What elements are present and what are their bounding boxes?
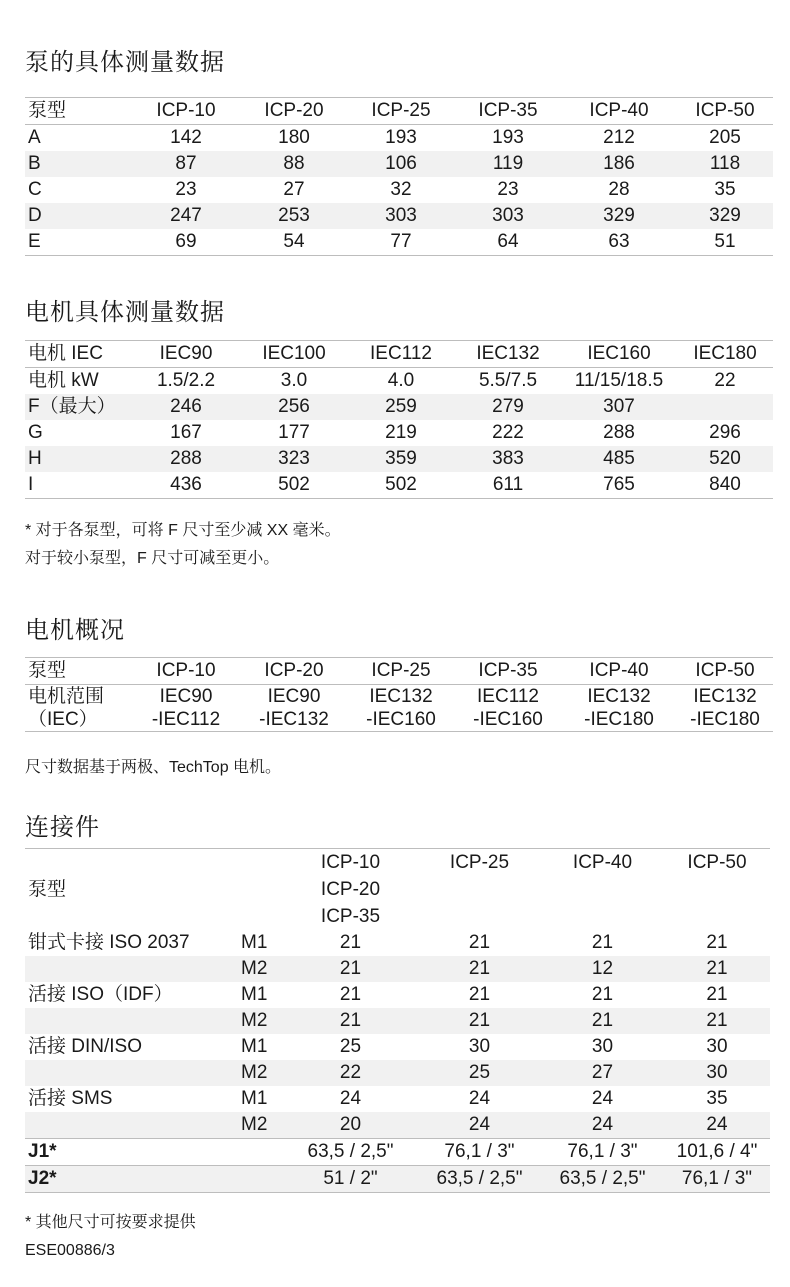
table-cell: 611 bbox=[455, 472, 561, 499]
table-row bbox=[25, 446, 773, 472]
header-model: ICP-20 bbox=[320, 879, 381, 900]
table-cell: 21 bbox=[664, 956, 770, 982]
header-cell bbox=[418, 849, 541, 931]
connections-table bbox=[25, 848, 770, 1193]
row-label bbox=[25, 1112, 233, 1139]
section-title-pump-dimensions: 泵的具体测量数据 bbox=[25, 49, 225, 76]
row-sub-label: M2 bbox=[233, 1060, 283, 1086]
table-cell: 21 bbox=[664, 930, 770, 956]
header-cell: IEC100 bbox=[262, 343, 326, 364]
header-cell: IEC112 bbox=[370, 343, 432, 364]
table-cell: 30 bbox=[541, 1034, 664, 1060]
table-cell: 35 bbox=[677, 177, 773, 203]
row-label: 电机 kW bbox=[25, 368, 131, 395]
table-cell: 23 bbox=[131, 177, 241, 203]
row-label-line: （IEC） bbox=[28, 709, 98, 730]
table-cell bbox=[677, 685, 773, 732]
table-cell: 63,5 / 2,5" bbox=[283, 1139, 418, 1166]
table-row bbox=[25, 420, 773, 446]
table-cell: 24 bbox=[418, 1086, 541, 1112]
table-cell: 64 bbox=[455, 229, 561, 256]
table-row bbox=[25, 368, 773, 395]
row-label: F（最大） bbox=[25, 394, 131, 420]
row-label: J2* bbox=[25, 1166, 233, 1193]
row-label bbox=[25, 685, 131, 732]
table-header-row bbox=[25, 341, 773, 368]
table-cell: 205 bbox=[677, 125, 773, 152]
table-row bbox=[25, 394, 773, 420]
table-cell: 12 bbox=[541, 956, 664, 982]
table-cell: 219 bbox=[347, 420, 455, 446]
footnote: 对于较小泵型，F 尺寸可减至更小。 bbox=[25, 550, 280, 567]
row-sub-label: M1 bbox=[233, 982, 283, 1008]
table-row bbox=[25, 125, 773, 152]
row-sub-label: M1 bbox=[233, 930, 283, 956]
range-end: -IEC160 bbox=[366, 709, 436, 730]
section-title-motor-dimensions: 电机具体测量数据 bbox=[25, 299, 225, 326]
table-header-row bbox=[25, 98, 773, 125]
table-cell: 222 bbox=[455, 420, 561, 446]
table-cell: 520 bbox=[677, 446, 773, 472]
row-sub-label: M1 bbox=[233, 1034, 283, 1060]
header-cell: IEC90 bbox=[159, 343, 213, 364]
row-sub-label bbox=[233, 1139, 283, 1166]
table-cell: 1.5/2.2 bbox=[131, 368, 241, 395]
table-cell: 502 bbox=[241, 472, 347, 499]
table-row bbox=[25, 203, 773, 229]
table-cell: 840 bbox=[677, 472, 773, 499]
table-cell: 288 bbox=[561, 420, 677, 446]
table-cell: 88 bbox=[241, 151, 347, 177]
header-cell: ICP-50 bbox=[695, 660, 755, 681]
header-model: ICP-50 bbox=[687, 852, 747, 873]
table-cell: 24 bbox=[541, 1112, 664, 1139]
row-label: H bbox=[25, 446, 131, 472]
header-model: ICP-10 bbox=[320, 852, 381, 873]
table-row bbox=[25, 1008, 770, 1034]
table-cell: 76,1 / 3" bbox=[418, 1139, 541, 1166]
table-cell: 21 bbox=[283, 1008, 418, 1034]
table-cell: 186 bbox=[561, 151, 677, 177]
table-cell bbox=[677, 394, 773, 420]
range-start: IEC132 bbox=[369, 686, 433, 707]
header-cell: 泵型 bbox=[28, 100, 67, 121]
range-end: -IEC160 bbox=[473, 709, 543, 730]
header-cell: ICP-25 bbox=[371, 100, 431, 121]
table-cell: 180 bbox=[241, 125, 347, 152]
table-cell bbox=[347, 685, 455, 732]
table-cell bbox=[131, 685, 241, 732]
table-cell: 329 bbox=[561, 203, 677, 229]
table-cell: 21 bbox=[283, 956, 418, 982]
table-row bbox=[25, 472, 773, 499]
table-row bbox=[25, 956, 770, 982]
table-cell: 436 bbox=[131, 472, 241, 499]
header-cell bbox=[664, 849, 770, 931]
row-sub-label bbox=[233, 1166, 283, 1193]
row-label: C bbox=[25, 177, 131, 203]
table-cell: 765 bbox=[561, 472, 677, 499]
table-row bbox=[25, 685, 773, 732]
header-cell: ICP-35 bbox=[478, 100, 538, 121]
table-cell: 28 bbox=[561, 177, 677, 203]
header-cell: 电机 IEC bbox=[28, 343, 103, 364]
table-cell: 246 bbox=[131, 394, 241, 420]
table-cell: 21 bbox=[541, 1008, 664, 1034]
header-cell: IEC160 bbox=[587, 343, 651, 364]
table-cell: 23 bbox=[455, 177, 561, 203]
table-cell: 485 bbox=[561, 446, 677, 472]
header-cell: 泵型 bbox=[28, 878, 67, 900]
table-cell: 3.0 bbox=[241, 368, 347, 395]
table-cell: 303 bbox=[455, 203, 561, 229]
table-row bbox=[25, 1166, 770, 1193]
row-label: I bbox=[25, 472, 131, 499]
row-label: A bbox=[25, 125, 131, 152]
table-row bbox=[25, 229, 773, 256]
header-cell: IEC180 bbox=[693, 343, 757, 364]
row-label-line: 电机范围 bbox=[28, 686, 105, 707]
row-label: 钳式卡接 ISO 2037 bbox=[25, 930, 233, 956]
table-cell: 51 / 2" bbox=[283, 1166, 418, 1193]
header-cell: IEC132 bbox=[476, 343, 540, 364]
table-cell: 76,1 / 3" bbox=[664, 1166, 770, 1193]
row-label bbox=[25, 1008, 233, 1034]
row-sub-label: M2 bbox=[233, 956, 283, 982]
table-cell: 77 bbox=[347, 229, 455, 256]
table-cell: 20 bbox=[283, 1112, 418, 1139]
footnote: * 对于各泵型，可将 F 尺寸至少减 XX 毫米。 bbox=[25, 522, 341, 539]
header-cell: ICP-10 bbox=[156, 660, 216, 681]
range-start: IEC90 bbox=[267, 686, 321, 707]
table-cell: 279 bbox=[455, 394, 561, 420]
table-cell: 24 bbox=[664, 1112, 770, 1139]
table-cell: 11/15/18.5 bbox=[561, 368, 677, 395]
table-cell: 63,5 / 2,5" bbox=[541, 1166, 664, 1193]
table-cell: 21 bbox=[418, 930, 541, 956]
header-spacer bbox=[233, 849, 283, 931]
table-cell: 259 bbox=[347, 394, 455, 420]
table-cell: 21 bbox=[418, 982, 541, 1008]
table-cell bbox=[455, 685, 561, 732]
table-cell: 24 bbox=[418, 1112, 541, 1139]
row-sub-label: M2 bbox=[233, 1008, 283, 1034]
header-cell bbox=[541, 849, 664, 931]
row-label: B bbox=[25, 151, 131, 177]
table-cell: 212 bbox=[561, 125, 677, 152]
table-cell: 5.5/7.5 bbox=[455, 368, 561, 395]
range-end: -IEC180 bbox=[584, 709, 654, 730]
header-cell: ICP-40 bbox=[589, 100, 649, 121]
row-label bbox=[25, 956, 233, 982]
table-cell: 177 bbox=[241, 420, 347, 446]
table-cell: 118 bbox=[677, 151, 773, 177]
table-cell: 35 bbox=[664, 1086, 770, 1112]
row-label: G bbox=[25, 420, 131, 446]
header-cell: ICP-40 bbox=[589, 660, 649, 681]
table-cell: 21 bbox=[664, 982, 770, 1008]
table-cell: 32 bbox=[347, 177, 455, 203]
table-cell bbox=[241, 685, 347, 732]
range-start: IEC132 bbox=[693, 686, 757, 707]
row-label bbox=[25, 1060, 233, 1086]
table-cell: 27 bbox=[541, 1060, 664, 1086]
table-cell: 288 bbox=[131, 446, 241, 472]
table-cell: 142 bbox=[131, 125, 241, 152]
table-row bbox=[25, 1034, 770, 1060]
table-row bbox=[25, 1139, 770, 1166]
table-cell: 21 bbox=[418, 956, 541, 982]
header-cell: ICP-10 bbox=[156, 100, 216, 121]
row-label: 活接 ISO（IDF） bbox=[25, 982, 233, 1008]
range-start: IEC132 bbox=[587, 686, 651, 707]
header-cell: ICP-20 bbox=[264, 100, 324, 121]
table-cell: 119 bbox=[455, 151, 561, 177]
table-row bbox=[25, 1112, 770, 1139]
table-row bbox=[25, 151, 773, 177]
table-cell: 256 bbox=[241, 394, 347, 420]
header-cell: ICP-50 bbox=[695, 100, 755, 121]
range-end: -IEC132 bbox=[259, 709, 329, 730]
table-cell: 323 bbox=[241, 446, 347, 472]
table-cell: 21 bbox=[418, 1008, 541, 1034]
table-cell: 21 bbox=[541, 930, 664, 956]
table-cell: 24 bbox=[541, 1086, 664, 1112]
table-cell: 30 bbox=[418, 1034, 541, 1060]
table-cell: 30 bbox=[664, 1060, 770, 1086]
table-cell: 193 bbox=[455, 125, 561, 152]
table-row bbox=[25, 177, 773, 203]
header-cell bbox=[283, 849, 418, 931]
table-cell: 303 bbox=[347, 203, 455, 229]
table-cell: 101,6 / 4" bbox=[664, 1139, 770, 1166]
table-cell: 383 bbox=[455, 446, 561, 472]
table-cell: 69 bbox=[131, 229, 241, 256]
row-label: 活接 DIN/ISO bbox=[25, 1034, 233, 1060]
table-cell: 22 bbox=[677, 368, 773, 395]
table-cell: 307 bbox=[561, 394, 677, 420]
table-cell: 30 bbox=[664, 1034, 770, 1060]
table-header-row bbox=[25, 658, 773, 685]
row-label: E bbox=[25, 229, 131, 256]
table-cell: 329 bbox=[677, 203, 773, 229]
table-cell: 63 bbox=[561, 229, 677, 256]
section-title-motor-overview: 电机概况 bbox=[25, 617, 125, 644]
table-cell: 21 bbox=[283, 930, 418, 956]
motor-overview-table bbox=[25, 657, 773, 732]
footnote: * 其他尺寸可按要求提供 bbox=[25, 1214, 196, 1231]
table-cell: 4.0 bbox=[347, 368, 455, 395]
range-start: IEC90 bbox=[159, 686, 213, 707]
table-cell: 22 bbox=[283, 1060, 418, 1086]
pump-dimensions-table bbox=[25, 97, 773, 256]
row-label: J1* bbox=[25, 1139, 233, 1166]
table-row bbox=[25, 1086, 770, 1112]
table-cell: 167 bbox=[131, 420, 241, 446]
header-model: ICP-25 bbox=[449, 852, 510, 873]
row-sub-label: M2 bbox=[233, 1112, 283, 1139]
header-cell: 泵型 bbox=[28, 660, 67, 681]
header-cell: ICP-20 bbox=[264, 660, 324, 681]
row-label: 活接 SMS bbox=[25, 1086, 233, 1112]
table-cell: 106 bbox=[347, 151, 455, 177]
table-header-row bbox=[25, 849, 770, 931]
range-start: IEC112 bbox=[477, 686, 539, 707]
header-cell: ICP-25 bbox=[371, 660, 431, 681]
table-cell bbox=[561, 685, 677, 732]
table-cell: 25 bbox=[418, 1060, 541, 1086]
footnote: 尺寸数据基于两极、TechTop 电机。 bbox=[25, 759, 282, 776]
table-row bbox=[25, 930, 770, 956]
table-cell: 247 bbox=[131, 203, 241, 229]
table-cell: 296 bbox=[677, 420, 773, 446]
table-cell: 21 bbox=[283, 982, 418, 1008]
range-end: -IEC112 bbox=[151, 709, 221, 730]
row-sub-label: M1 bbox=[233, 1086, 283, 1112]
table-cell: 27 bbox=[241, 177, 347, 203]
row-label: D bbox=[25, 203, 131, 229]
header-model: ICP-35 bbox=[320, 906, 381, 927]
section-title-connections: 连接件 bbox=[25, 814, 100, 841]
motor-dimensions-table bbox=[25, 340, 773, 499]
header-model: ICP-40 bbox=[572, 852, 633, 873]
table-cell: 25 bbox=[283, 1034, 418, 1060]
table-cell: 63,5 / 2,5" bbox=[418, 1166, 541, 1193]
table-row bbox=[25, 1060, 770, 1086]
table-cell: 76,1 / 3" bbox=[541, 1139, 664, 1166]
table-cell: 24 bbox=[283, 1086, 418, 1112]
header-cell: ICP-35 bbox=[478, 660, 538, 681]
table-cell: 21 bbox=[664, 1008, 770, 1034]
range-end: -IEC180 bbox=[690, 709, 760, 730]
table-cell: 502 bbox=[347, 472, 455, 499]
table-cell: 51 bbox=[677, 229, 773, 256]
table-cell: 193 bbox=[347, 125, 455, 152]
table-cell: 21 bbox=[541, 982, 664, 1008]
table-row bbox=[25, 982, 770, 1008]
table-cell: 54 bbox=[241, 229, 347, 256]
table-cell: 253 bbox=[241, 203, 347, 229]
document-code: ESE00886/3 bbox=[25, 1242, 115, 1259]
table-cell: 87 bbox=[131, 151, 241, 177]
table-cell: 359 bbox=[347, 446, 455, 472]
